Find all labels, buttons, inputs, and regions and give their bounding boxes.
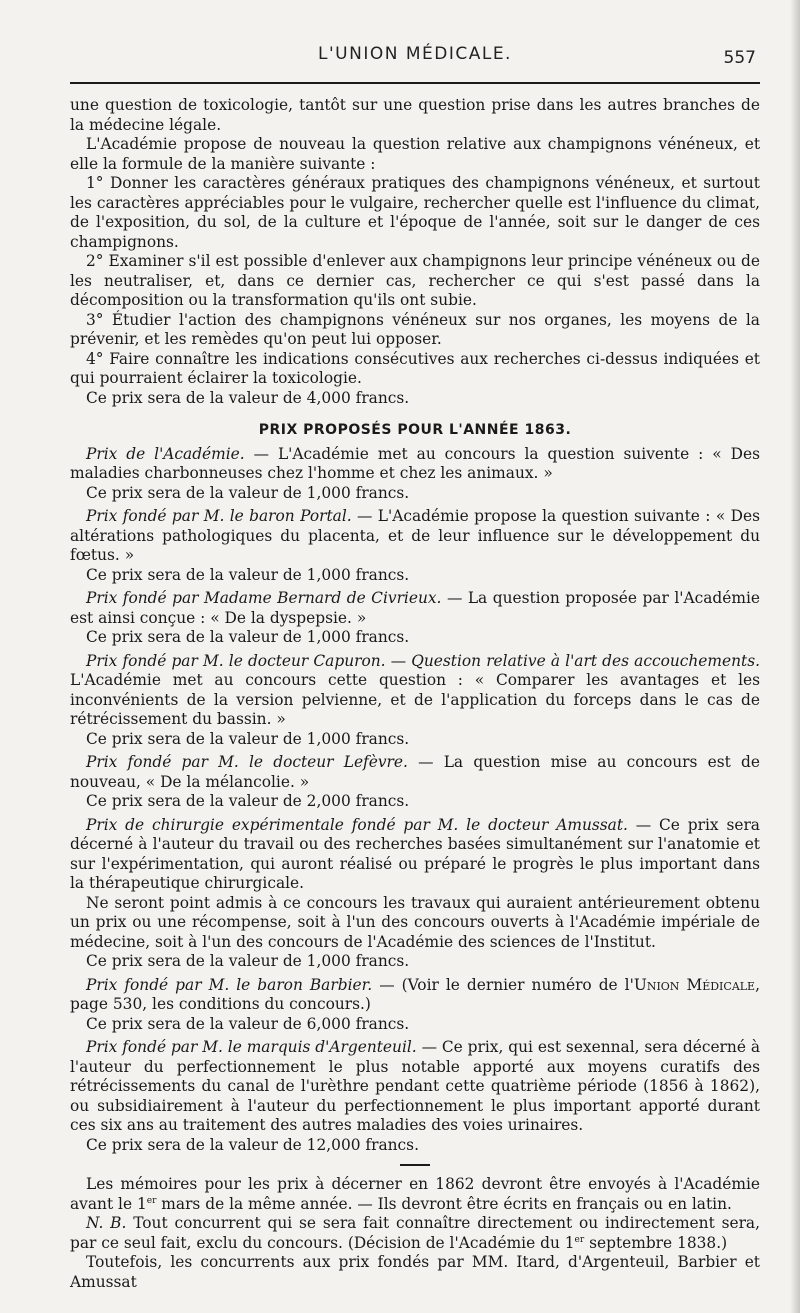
prize-name: Prix fondé par M. le docteur Capuron. [86, 651, 386, 670]
prize-text: — La question mise au concours est de nouveau, « De la mélancolie. » [70, 753, 760, 791]
superscript: er [574, 1234, 585, 1245]
journal-reference: Union Médicale [633, 975, 756, 994]
prize-value: Ce prix sera de la valeur de 2,000 francs. [86, 792, 410, 810]
prize-text: — [385, 651, 412, 670]
separator-rule [400, 1164, 430, 1166]
paragraph: N. B. Tout concurrent qui se sera fait connaître directement ou indirectement sera, par ce seul fait, exclu du concours. (Décision de l'Académie du 1er septembre 1838.) [70, 1214, 761, 1252]
page-number: 557 [723, 48, 756, 68]
prize-value: Ce prix sera de la valeur de 1,000 francs. [86, 565, 410, 584]
paragraph: Les mémoires pour les prix à décerner en 1862 devront être envoyés à l'Académie avant le 1er mars de la même année. — Ils devront être écrits en français ou en latin. [70, 1175, 760, 1213]
paragraph: Ce prix sera de la valeur de 4,000 francs. [86, 388, 410, 407]
paragraph: Toutefois, les concurrents aux prix fondés par MM. Itard, d'Argenteuil, Barbier et Amussat [70, 1253, 760, 1291]
prize-text: — Ce prix sera décerné à l'auteur du travail ou des recherches basées simultanément sur l'anatomie et sur l'expérimentation, qui auront réalisé ou préparé le progrès le plus important dans la thérapeutique chirurgicale. [70, 815, 760, 892]
prize-name: Prix fondé par M. le docteur Lefèvre. [86, 753, 408, 771]
journal-title: L'UNION MÉDICALE. [318, 44, 512, 64]
paragraph: 2° Examiner s'il est possible d'enlever aux champignons leur principe vénéneux ou de les neutraliser, et, dans ce dernier cas, rechercher ce qui s'est passé dans la décomposition ou la transformation qu'ils ont subie. [70, 252, 760, 309]
prize-value: Ce prix sera de la valeur de 6,000 francs. [86, 1014, 410, 1033]
prize-text: , page 530, les conditions du concours.) [70, 975, 760, 1013]
paragraph: 3° Étudier l'action des champignons vénéneux sur nos organes, les moyens de la prévenir, et les remèdes qu'on peut lui opposer. [70, 310, 760, 348]
paragraph: une question de toxicologie, tantôt sur une question prise dans les autres branches de la médecine légale. [70, 96, 760, 134]
prize-entry [70, 507, 760, 566]
section-title: PRIX PROPOSÉS POUR L'ANNÉE 1863. [258, 422, 572, 438]
prize-name: Prix fondé par M. le baron Barbier. [86, 975, 373, 994]
prize-name: Prix fondé par M. le marquis d'Argenteuil. [86, 1038, 417, 1056]
prize-entry [70, 1038, 760, 1136]
prize-text: — Ce prix, qui est sexennal, sera décerné à l'auteur du perfectionnement le plus notable apporté aux moyens curatifs des rétrécissements du canal de l'urèthre pendant cette quatrième période (1856 à 1862), ou subsidiairement à l'auteur du perfectionnement le plus important apporté durant ces six ans au traitement des autres maladies des voies urinaires. [70, 1038, 761, 1134]
prize-entry [70, 753, 760, 792]
prize-text: — L'Académie met au concours la question suivente : « Des maladies charbonneuses chez l'homme et chez les animaux. » [70, 444, 760, 482]
prize-value: Ce prix sera de la valeur de 1,000 francs. [86, 483, 410, 502]
page-edge-shadow [790, 0, 800, 1313]
prize-entry [70, 445, 760, 484]
prize-value: Ce prix sera de la valeur de 12,000 francs. [86, 1135, 419, 1154]
spacer [70, 408, 760, 419]
prize-text: L'Académie met au concours cette question : « Comparer les avantages et les inconvénients de la version pelvienne, et de l'application du forceps dans le cas de rétrécissement du bassin. » [70, 671, 760, 728]
prize-name: Prix fondé par M. le baron Portal. [86, 507, 352, 525]
prize-value: Ce prix sera de la valeur de 1,000 francs. [86, 729, 410, 748]
prize-value: Ce prix sera de la valeur de 1,000 francs. [86, 628, 410, 646]
prize-entry [70, 976, 760, 1015]
prize-subject: Question relative à l'art des accouchements. [411, 651, 760, 670]
prize-name: Prix de l'Académie. [86, 444, 245, 463]
prize-entry [70, 816, 760, 894]
prize-text: — (Voir le dernier numéro de l' [372, 975, 634, 994]
paragraph: 1° Donner les caractères généraux pratiques des champignons vénéneux, et surtout les caractères appréciables pour le vulgaire, rechercher quelle est l'influence du climat, de l'exposition, du sol, de la culture et l'époque de l'année, soit sur le danger de ces champignons. [70, 174, 760, 251]
prize-entry [70, 652, 760, 730]
prize-value: Ce prix sera de la valeur de 1,000 francs. [86, 952, 410, 970]
paragraph: Ne seront point admis à ce concours les travaux qui auraient antérieurement obtenu un prix ou une récompense, soit à l'un des concours ouverts à l'Académie impériale de médecine, soit à l'un des concours de l'Académie des sciences de l'Institut. [70, 893, 760, 951]
superscript: er [146, 1195, 157, 1206]
prize-text: — La question proposée par l'Académie est ainsi conçue : « De la dyspepsie. » [70, 589, 760, 627]
paragraph: L'Académie propose de nouveau la question relative aux champignons vénéneux, et elle la formule de la manière suivante : [70, 135, 760, 173]
paragraph: 4° Faire connaître les indications consécutives aux recherches ci-dessus indiquées et qui pourraient éclairer la toxicologie. [70, 349, 760, 387]
running-header [70, 44, 760, 74]
header-rule [70, 82, 760, 84]
prize-entry [70, 589, 760, 628]
nota-bene: N. B. [86, 1214, 127, 1232]
prize-text: — L'Académie propose la question suivante : « Des altérations pathologiques du placenta, et de leur influence sur le développement du fœtus. » [70, 507, 760, 564]
page-body [70, 96, 760, 1292]
prize-name: Prix de chirurgie expérimentale fondé par M. le docteur Amussat. [86, 815, 628, 834]
prize-name: Prix fondé par Madame Bernard de Civrieux. [86, 589, 442, 607]
